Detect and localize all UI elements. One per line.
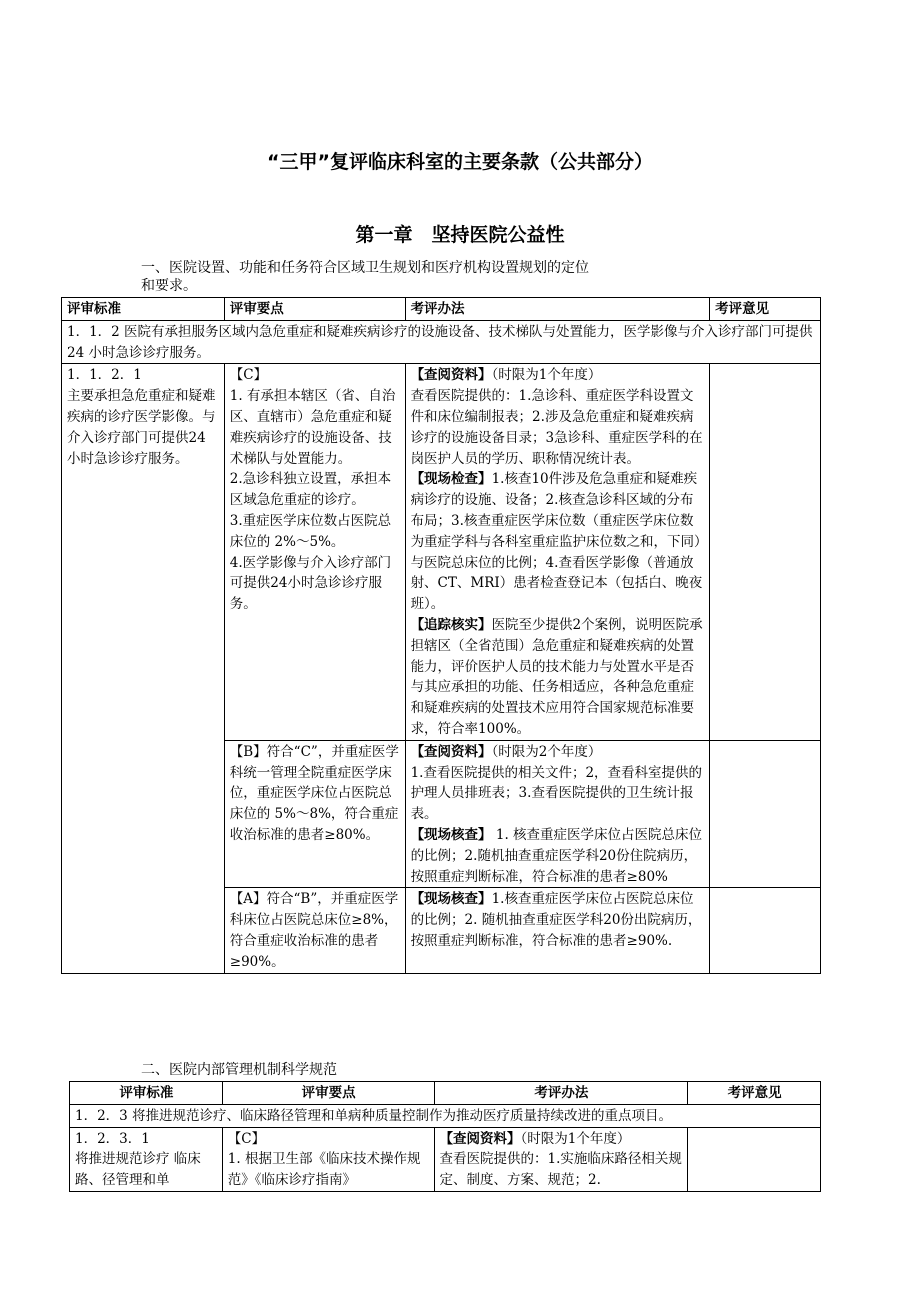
method-text: （时限为1个年度） 查看医院提供的：1.实施临床路径相关规定、制度、方案、规范；2. [439, 1130, 682, 1189]
table-header-row [70, 1082, 821, 1105]
method-label: 【追踪核实】 [410, 616, 492, 633]
header-opinion: 考评意见 [710, 298, 821, 321]
header-method: 考评办法 [405, 298, 710, 321]
method-label: 【现场核查】 [410, 826, 492, 843]
header-standard: 评审标准 [62, 298, 225, 321]
section-heading-1-line2: 和要求。 [141, 278, 197, 294]
section-heading-1-line1: 一、医院设置、功能和任务符合区域卫生规划和医疗机构设置规划的定位 [141, 260, 589, 276]
method-label: 【查阅资料】 [410, 743, 492, 760]
method-label: 【现场检查】 [410, 471, 492, 488]
method-text: 1. 核查重症医学床位占医院总床位的比例；2.随机抽查重症医学科20份住院病历，按照重症判断标准，符合标准的患者≥80% [410, 826, 703, 885]
method-label: 【查阅资料】 [439, 1130, 521, 1147]
section-heading-1 [141, 259, 671, 295]
method-text: （时限为2个年度） 1.查看医院提供的相关文件；2，查看科室提供的护理人员排班表；3.查看医院提供的卫生统计报表。 [410, 743, 703, 823]
method-level-a [405, 888, 710, 973]
standard-cell: 1．2．3．1 将推进规范诊疗 临床路、径管理和单 [70, 1127, 223, 1191]
method-label: 【查阅资料】 [410, 367, 492, 384]
points-level-c: 【C】 1. 根据卫生部《临床技术操作规范》《临床诊疗指南》 [222, 1127, 434, 1191]
section-heading-2: 二、医院内部管理机制科学规范 [141, 1062, 337, 1078]
method-level-c [405, 364, 710, 740]
header-method: 考评办法 [434, 1082, 688, 1105]
standard-cell: 1．1．2．1 主要承担急危重症和疑难疾病的诊疗医学影像。与介入诊疗部门可提供24 小时急诊诊疗服务。 [62, 364, 225, 973]
standard-summary: 1．1．2 医院有承担服务区域内急危重症和疑难疾病诊疗的设施设备、技术梯队与处置能力，医学影像与介入诊疗部门可提供 24 小时急诊诊疗服务。 [62, 320, 821, 364]
table-row [70, 1104, 821, 1127]
method-label: 【现场核查】 [410, 891, 492, 908]
opinion-cell [710, 888, 821, 973]
header-opinion: 考评意见 [688, 1082, 821, 1105]
chapter-heading: 第一章 坚持医院公益性 [355, 224, 565, 246]
method-text: 1.核查重症医学床位占医院总床位的比例；2. 随机抽查重症医学科20份出院病历，按照重症判断标准，符合标准的患者≥90%. [410, 891, 702, 949]
method-level-b [405, 740, 710, 888]
table-row [62, 364, 821, 740]
header-points: 评审要点 [222, 1082, 434, 1105]
header-standard: 评审标准 [70, 1082, 223, 1105]
opinion-cell [710, 364, 821, 740]
table-header-row [62, 298, 821, 321]
document-title: “三甲”复评临床科室的主要条款（公共部分） [267, 151, 653, 173]
opinion-cell [688, 1127, 821, 1191]
method-text: 医院至少提供2个案例，说明医院承担辖区（全省范围）急危重症和疑难疾病的处置能力，评价医护人员的技术能力与处置水平是否与其应承担的功能、任务相适应，各种急危重症和疑难疾病的处置技术应用符合国家规范标准要求，符合率100%。 [410, 616, 703, 737]
points-level-b: 【B】符合“C”，并重症医学科统一管理全院重症医学床位，重症医学床位占医院总床位的 5%～8%，符合重症收治标准的患者≥80%。 [224, 740, 405, 888]
method-text: （时限为1个年度） 查看医院提供的：1.急诊科、重症医学科设置文件和床位编制报表；2.涉及急危重症和疑难疾病诊疗的设施设备目录；3急诊科、重症医学科的在岗医护人员的学历、职称情况统计表。 [410, 367, 703, 467]
assessment-table-1 [61, 297, 821, 974]
points-level-a: 【A】符合“B”，并重症医学科床位占医院总床位≥8%，符合重症收治标准的患者≥90%。 [224, 888, 405, 973]
table-row [70, 1127, 821, 1191]
standard-summary: 1．2．3 将推进规范诊疗、临床路径管理和单病种质量控制作为推动医疗质量持续改进的重点项目。 [70, 1104, 821, 1127]
method-level-c [434, 1127, 688, 1191]
method-text: 1.核查10件涉及危急重症和疑难疾病诊疗的设施、设备；2.核查急诊科区域的分布布局；3.核查重症医学床位数（重症医学床位数为重症学科与各科室重症监护床位数之和，下同）与医院总床位的比例；4.查看医学影像（普通放射、CT、MRI）患者检查登记本（包括白、晚夜班）。 [410, 471, 703, 613]
opinion-cell [710, 740, 821, 888]
points-level-c: 【C】 1. 有承担本辖区（省、自治区、直辖市）急危重症和疑难疾病诊疗的设施设备、技术梯队与处置能力。 2.急诊科独立设置，承担本区域急危重症的诊疗。 3.重症医学床位数占医院总床位的 2%～5%。 4.医学影像与介入诊疗部门可提供24小时急诊诊疗服务。 [224, 364, 405, 740]
assessment-table-2 [69, 1081, 821, 1192]
header-points: 评审要点 [224, 298, 405, 321]
table-row [62, 320, 821, 364]
